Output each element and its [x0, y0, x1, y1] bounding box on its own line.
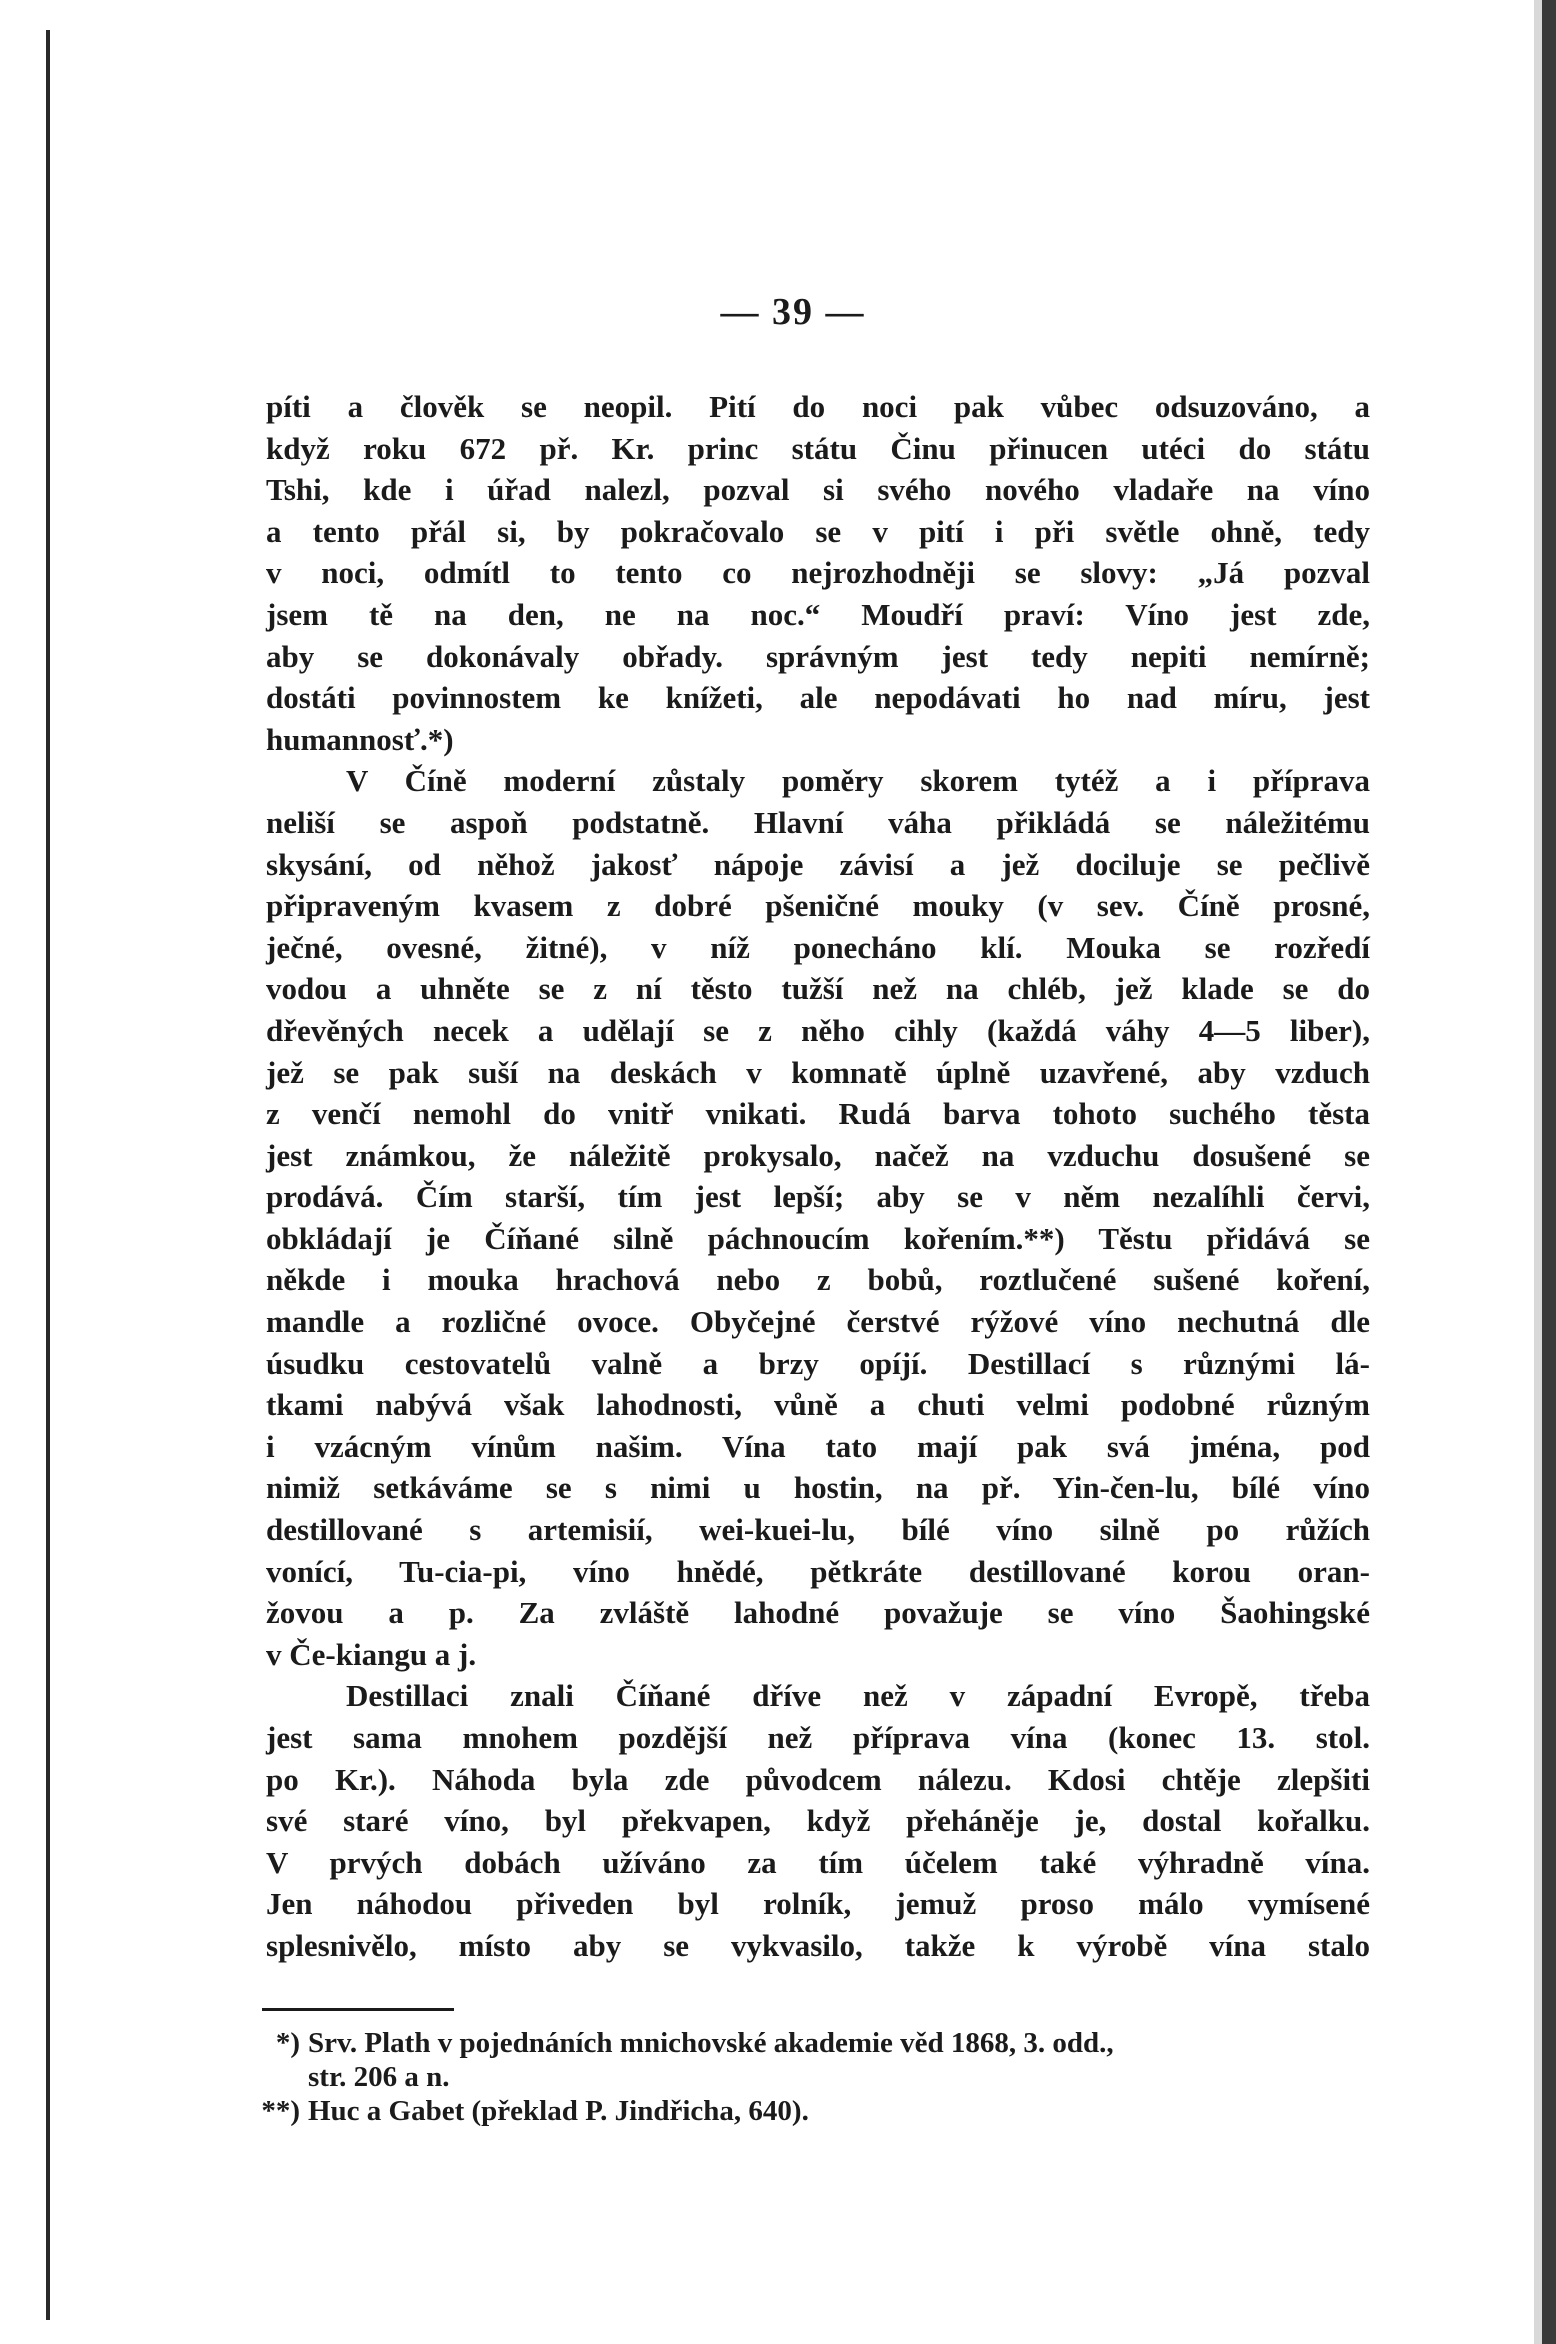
scan-edge-right-inner	[1534, 0, 1542, 2344]
body-line: někde i mouka hrachová nebo z bobů, roztlučené sušené koření,	[266, 1262, 1370, 1298]
body-line: neliší se aspoň podstatně. Hlavní váha přikládá se náležitému	[266, 804, 1370, 840]
body-line: své staré víno, byl překvapen, když přeháněje je, dostal kořalku.	[266, 1803, 1370, 1839]
body-line: tkami nabývá však lahodnosti, vůně a chuti velmi podobné různým	[266, 1387, 1370, 1423]
body-line: Destillaci znali Číňané dříve než v západní Evropě, třeba	[346, 1678, 1370, 1714]
body-line: splesnivělo, místo aby se vykvasilo, takže k výrobě vína stalo	[266, 1927, 1370, 1963]
body-line: skysání, od něhož jakosť nápoje závisí a jež dociluje se pečlivě	[266, 846, 1370, 882]
body-line: když roku 672 př. Kr. princ státu Činu přinucen utéci do státu	[266, 430, 1370, 466]
body-line: mandle a rozličné ovoce. Obyčejné čerstvé rýžové víno nechutná dle	[266, 1304, 1370, 1340]
body-text	[266, 386, 1370, 1967]
body-line: jež se pak suší na deskách v komnatě úplně uzavřené, aby vzduch	[266, 1054, 1370, 1090]
body-line: ječné, ovesné, žitné), v níž ponecháno klí. Mouka se rozředí	[266, 929, 1370, 965]
body-line: vodou a uhněte se z ní těsto tužší než na chléb, jež klade se do	[266, 971, 1370, 1007]
body-line: v noci, odmítl to tento co nejrozhodněji se slovy: „Já pozval	[266, 555, 1370, 591]
body-line: jest známkou, že náležitě prokysalo, načež na vzduchu dosušené se	[266, 1137, 1370, 1173]
body-line: prodává. Čím starší, tím jest lepší; aby se v něm nezalíhli červi,	[266, 1179, 1370, 1215]
scan-edge-left	[46, 30, 50, 2320]
body-line: dřevěných necek a udělají se z něho cihly (každá váhy 4—5 liber),	[266, 1012, 1370, 1048]
body-line: dostáti povinnostem ke knížeti, ale nepodávati ho nad míru, jest	[266, 680, 1370, 716]
page-number: — 39 —	[720, 291, 866, 333]
footnote-text: Huc a Gabet (překlad P. Jindřicha, 640).	[308, 2095, 809, 2127]
footnotes	[261, 2026, 1360, 2128]
footnote-1-continuation	[300, 2060, 1360, 2094]
body-line: vonící, Tu-cia-pi, víno hnědé, pětkráte destillované korou oran-	[266, 1553, 1370, 1589]
body-line: připraveným kvasem z dobré pšeničné mouky (v sev. Číně prosné,	[266, 888, 1370, 924]
body-line: a tento přál si, by pokračovalo se v pití i při světle ohně, tedy	[266, 513, 1370, 549]
body-line: úsudku cestovatelů valně a brzy opíjí. Destillací s různými lá-	[266, 1345, 1370, 1381]
body-line: jsem tě na den, ne na noc.“ Moudří praví: Víno jest zde,	[266, 596, 1370, 632]
footnote-mark: *)	[275, 2027, 300, 2059]
body-line: v Če-kiangu a j.	[266, 1636, 477, 1672]
body-line: Jen náhodou přiveden byl rolník, jemuž proso málo vymísené	[266, 1886, 1370, 1922]
footnote-1	[275, 2026, 1360, 2060]
body-line: i vzácným vínům našim. Vína tato mají pak svá jména, pod	[266, 1428, 1370, 1464]
body-line: Tshi, kde i úřad nalezl, pozval si svého nového vladaře na víno	[266, 472, 1370, 508]
footnote-text: Srv. Plath v pojednáních mnichovské akademie věd 1868, 3. odd.,	[308, 2027, 1114, 2059]
body-line: aby se dokonávaly obřady. správným jest tedy nepiti nemírně;	[266, 638, 1370, 674]
body-line: po Kr.). Náhoda byla zde původcem nálezu. Kdosi chtěje zlepšiti	[266, 1761, 1370, 1797]
footnote-text: str. 206 a n.	[308, 2061, 450, 2093]
body-line: V prvých dobách užíváno za tím účelem také výhradně vína.	[266, 1844, 1370, 1880]
body-line: humannosť.*)	[266, 721, 454, 757]
body-line: z venčí nemohl do vnitř vnikati. Rudá barva tohoto suchého těsta	[266, 1096, 1370, 1132]
scan-edge-right	[1542, 0, 1556, 2344]
body-line: destillované s artemisií, wei-kuei-lu, bílé víno silně po růžích	[266, 1512, 1370, 1548]
body-line: V Číně moderní zůstaly poměry skorem tytéž a i příprava	[346, 763, 1370, 799]
body-line: obkládají je Číňané silně páchnoucím kořením.**) Těstu přidává se	[266, 1220, 1370, 1256]
body-line: nimiž setkáváme se s nimi u hostin, na př. Yin-čen-lu, bílé víno	[266, 1470, 1370, 1506]
footnote-mark: **)	[261, 2095, 300, 2127]
body-line: jest sama mnohem pozdější než příprava vína (konec 13. stol.	[266, 1720, 1370, 1755]
body-line: píti a člověk se neopil. Pití do noci pak vůbec odsuzováno, a	[266, 389, 1370, 424]
footnote-rule	[262, 2008, 454, 2011]
footnote-2	[261, 2094, 1360, 2128]
body-line: žovou a p. Za zvláště lahodné považuje se víno Šaohingské	[266, 1595, 1370, 1631]
